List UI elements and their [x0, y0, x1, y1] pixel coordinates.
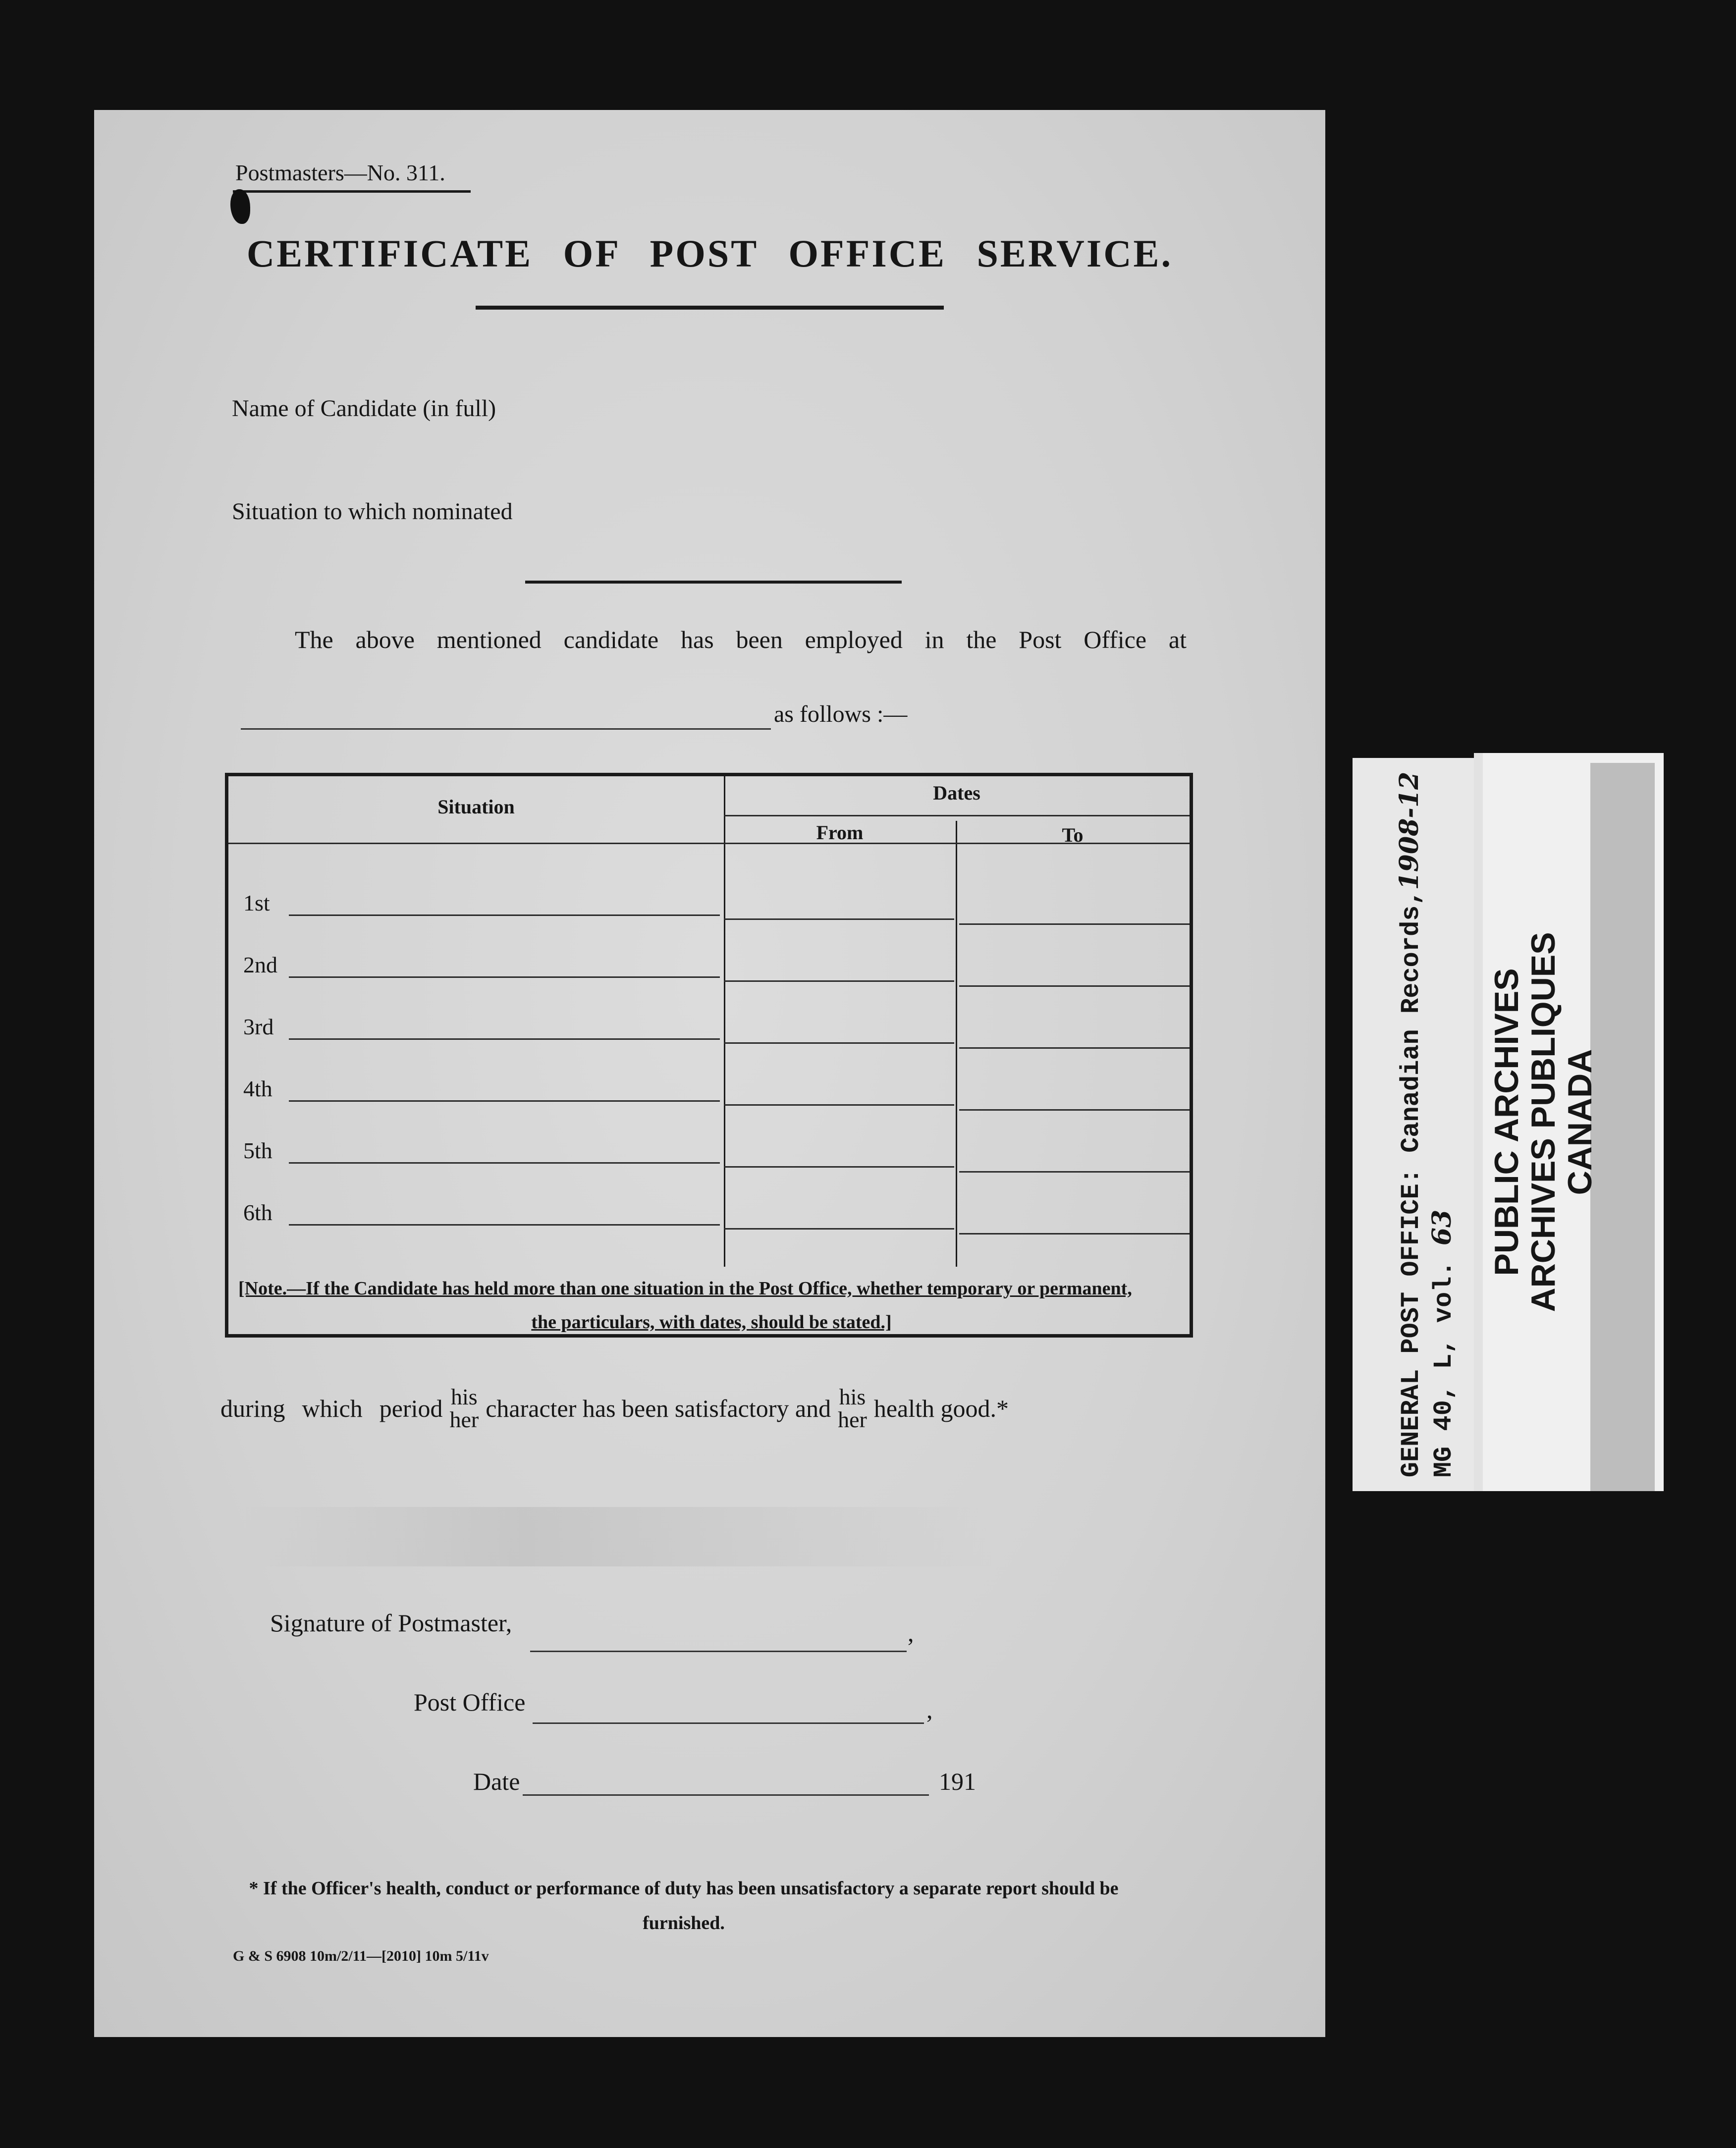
date-label: Date [473, 1768, 520, 1795]
row-ordinal: 2nd [243, 952, 277, 977]
pronoun-choice[interactable] [449, 1386, 479, 1431]
employment-word: candidate [563, 626, 659, 653]
employment-word: above [355, 626, 415, 653]
situation-entry-line[interactable] [289, 1162, 720, 1164]
dates-subheader-rule [724, 815, 1190, 816]
employment-word: in [924, 626, 944, 653]
employment-word: Post [1019, 626, 1062, 653]
archive-line-3: CANADA [1561, 1049, 1599, 1195]
row-ordinal: 1st [243, 890, 270, 915]
note-line-2: the particulars, with dates, should be stated.] [531, 1312, 892, 1333]
employment-word: at [1168, 626, 1187, 653]
table-row[interactable] [228, 858, 1190, 920]
signature-field[interactable] [530, 1651, 907, 1652]
employment-word: been [736, 626, 783, 653]
date-field[interactable] [523, 1794, 929, 1796]
situation-entry-line[interactable] [289, 976, 720, 978]
pronoun-choice[interactable] [838, 1386, 867, 1431]
situation-entry-line[interactable] [289, 914, 720, 916]
statement-word: period [379, 1395, 443, 1422]
footnote: * If the Officer's health, conduct or performance of duty has been unsatisfactory a separate report should be furnished. [249, 1878, 1119, 1933]
post-office-place-field[interactable] [241, 728, 771, 730]
archive-line-1: PUBLIC ARCHIVES [1488, 968, 1525, 1276]
employment-word: the [966, 626, 997, 653]
row-ordinal: 4th [243, 1076, 272, 1101]
situation-entry-line[interactable] [289, 1224, 720, 1226]
employment-word: employed [805, 626, 903, 653]
archive-stamp-text [1488, 932, 1598, 1312]
employment-word: Office [1084, 626, 1147, 653]
section-rule [525, 581, 902, 584]
employment-word: has [681, 626, 714, 653]
statement-word: during [220, 1395, 285, 1422]
table-row[interactable] [228, 1168, 1190, 1230]
archive-reference-text [1394, 772, 1460, 1477]
table-row[interactable] [228, 920, 1190, 982]
table-row[interactable] [228, 982, 1190, 1044]
from-entry-line[interactable] [724, 1228, 954, 1230]
post-office-label: Post Office [414, 1688, 526, 1716]
title-rule [476, 306, 944, 310]
year-prefix: 191 [939, 1768, 976, 1795]
table-note [238, 1272, 1185, 1339]
archive-line-2: ARCHIVES PUBLIQUES [1524, 932, 1562, 1312]
row-ordinal: 6th [243, 1200, 272, 1225]
certificate-page [94, 110, 1325, 2037]
statement-phrase: character has been satisfactory and [486, 1395, 831, 1422]
pronoun-his: his [451, 1384, 478, 1409]
as-follows-text: as follows :— [774, 701, 908, 727]
row-ordinal: 5th [243, 1138, 272, 1163]
note-line-1: [Note.—If the Candidate has held more than one situation in the Post Office, whether temporary or permanent, [238, 1278, 1132, 1299]
pronoun-her: her [449, 1407, 479, 1432]
post-office-field[interactable] [533, 1722, 924, 1724]
table-row[interactable] [228, 1106, 1190, 1168]
service-table [225, 773, 1193, 1338]
form-number-underline [233, 190, 471, 193]
faded-bleedthrough [243, 1507, 1184, 1566]
signature-label: Signature of Postmaster, [270, 1609, 512, 1637]
ink-blot [230, 189, 250, 224]
character-statement [220, 1386, 1009, 1431]
pronoun-her: her [838, 1407, 867, 1432]
employment-word: The [295, 626, 333, 653]
certificate-title: CERTIFICATE OF POST OFFICE SERVICE. [246, 232, 1173, 275]
table-row[interactable] [228, 1044, 1190, 1106]
statement-phrase: health good.* [873, 1395, 1009, 1422]
situation-entry-line[interactable] [289, 1100, 720, 1102]
reference-line-1: GENERAL POST OFFICE: Canadian Records,1908-12 [1394, 771, 1426, 1478]
to-header: To [1062, 824, 1084, 846]
post-office-comma: , [926, 1696, 933, 1723]
archive-card-edge [1590, 763, 1655, 1491]
dates-header: Dates [933, 782, 980, 804]
reference-line-2: MG 40, L, vol. 63 [1427, 1209, 1459, 1478]
to-entry-line[interactable] [959, 1233, 1190, 1235]
employment-word: mentioned [436, 626, 542, 653]
situation-header: Situation [437, 796, 515, 818]
signature-comma: , [908, 1619, 914, 1647]
from-header: From [816, 821, 864, 844]
statement-word: which [302, 1395, 363, 1422]
pronoun-his: his [839, 1384, 866, 1409]
print-code: G & S 6908 10m/2/11—[2010] 10m 5/11v [233, 1948, 489, 1964]
situation-entry-line[interactable] [289, 1038, 720, 1040]
situation-nominated-label: Situation to which nominated [232, 498, 513, 525]
candidate-name-label: Name of Candidate (in full) [232, 395, 496, 422]
form-number: Postmasters—No. 311. [235, 160, 445, 185]
row-ordinal: 3rd [243, 1014, 274, 1039]
situation-header-rule [228, 843, 724, 844]
employment-statement [295, 625, 1187, 654]
